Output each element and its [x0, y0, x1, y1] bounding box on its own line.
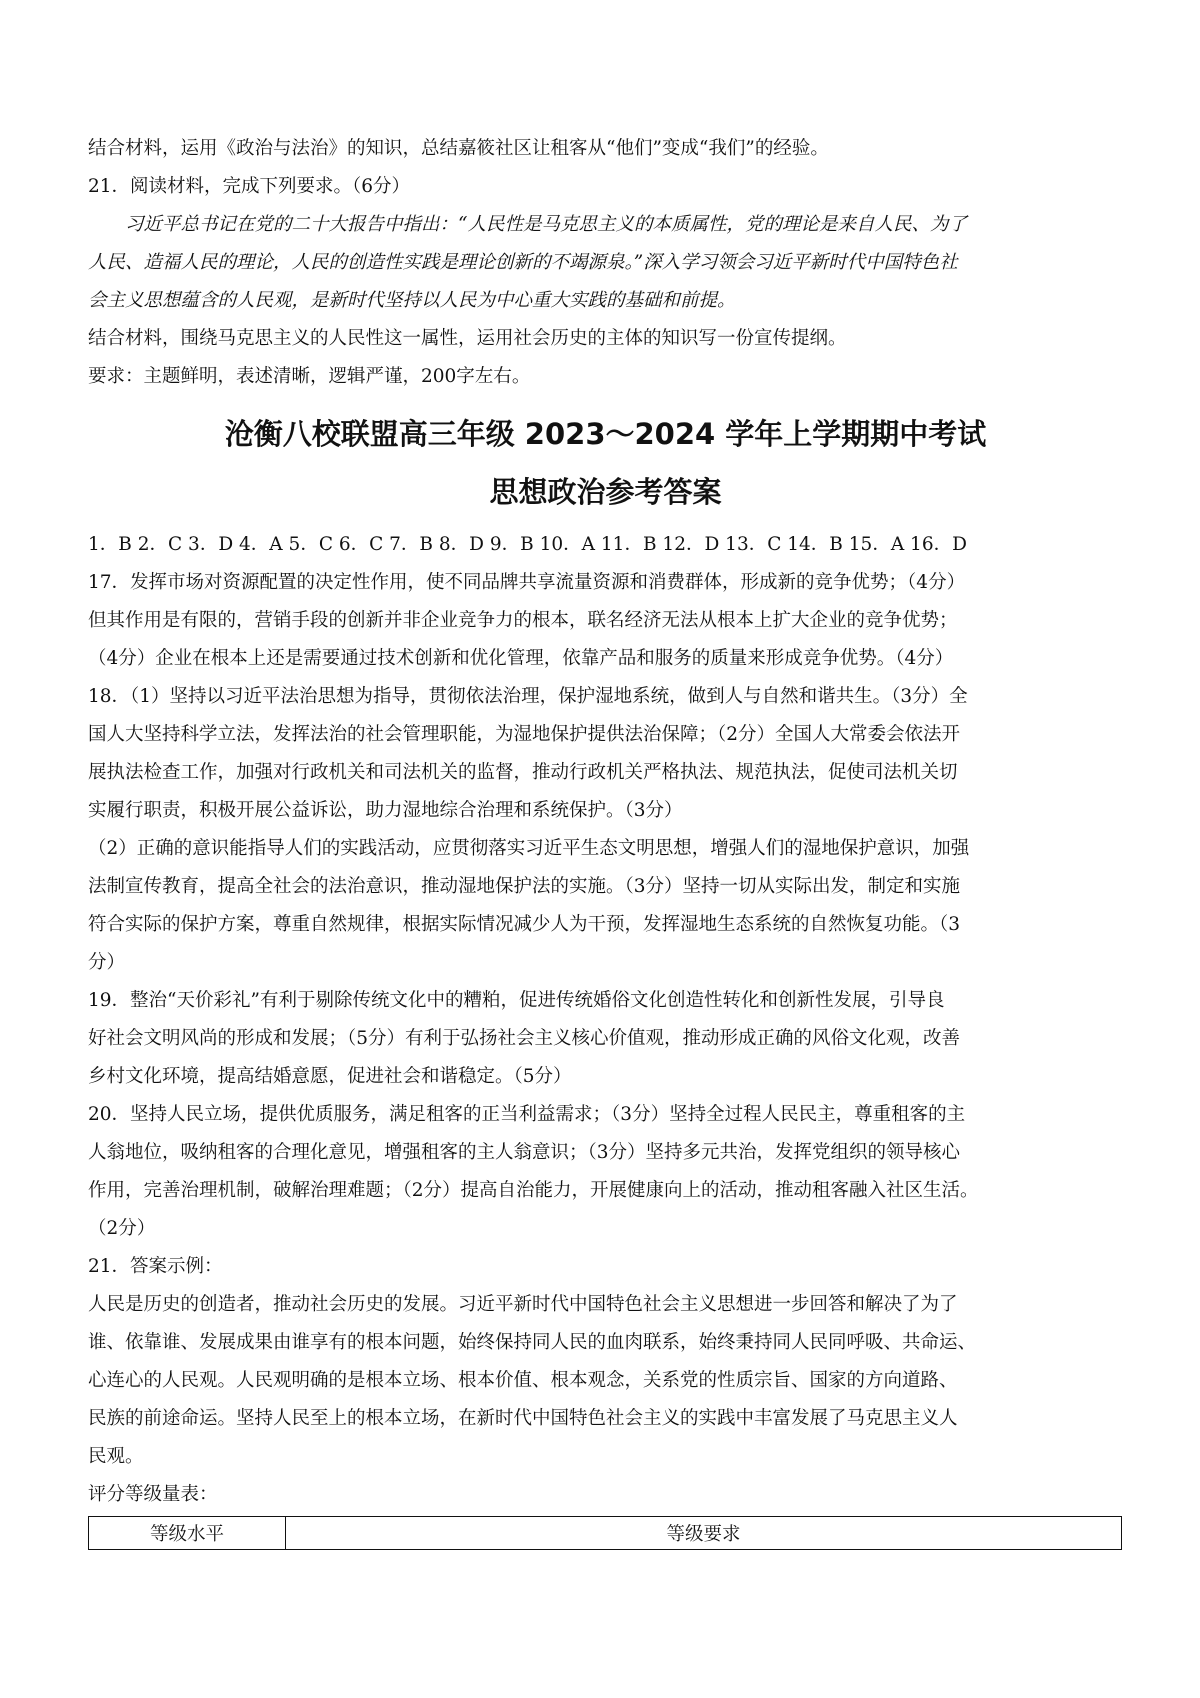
q17-line: 但其作用是有限的，营销手段的创新并非企业竞争力的根本，联名经济无法从根本上扩大企业的竞争优势； — [88, 610, 958, 631]
q21-task: 结合材料，围绕马克思主义的人民性这一属性，运用社会历史的主体的知识写一份宣传提纲。 — [88, 328, 847, 349]
scoring-scale-table — [88, 1516, 1122, 1550]
q21-material-line: 习近平总书记在党的二十大报告中指出：“人民性是马克思主义的本质属性，党的理论是来自人民、为了 — [125, 214, 967, 235]
q21-answer-line: 人民是历史的创造者，推动社会历史的发展。习近平新时代中国特色社会主义思想进一步回答和解决了为了 — [88, 1294, 958, 1315]
q19-line: 好社会文明风尚的形成和发展；（5分）有利于弘扬社会主义核心价值观，推动形成正确的风俗文化观，改善 — [88, 1028, 961, 1049]
q18-line: 分） — [88, 952, 126, 973]
q20-line: （2分） — [88, 1218, 156, 1239]
q21-answer-line: 民族的前途命运。坚持人民至上的根本立场，在新时代中国特色社会主义的实践中丰富发展了马克思主义人 — [88, 1408, 958, 1429]
table-header-cell: 等级要求 — [286, 1517, 1122, 1550]
q21-material-line: 会主义思想蕴含的人民观，是新时代坚持以人民为中心重大实践的基础和前提。 — [88, 290, 736, 311]
q19-line: 乡村文化环境，提高结婚意愿，促进社会和谐稳定。（5分） — [88, 1066, 572, 1087]
q18-line: 法制宣传教育，提高全社会的法治意识，推动湿地保护法的实施。（3分）坚持一切从实际出发，制定和实施 — [88, 876, 961, 897]
choice-answers: 1．B 2．C 3．D 4．A 5．C 6．C 7．B 8．D 9．B 10．A 11．B 12．D 13．C 14．B 15．A 16．D — [88, 534, 967, 555]
q21-answer-header: 21．答案示例： — [88, 1256, 223, 1277]
q17-line: 17．发挥市场对资源配置的决定性作用，使不同品牌共享流量资源和消费群体，形成新的竞争优势；（4分） — [88, 572, 966, 593]
q18-line: 实履行职责，积极开展公益诉讼，助力湿地综合治理和系统保护。（3分） — [88, 800, 683, 821]
q20-line: 作用，完善治理机制，破解治理难题；（2分）提高自治能力，开展健康向上的活动，推动租客融入社区生活。 — [88, 1180, 979, 1201]
answer-key-title: 思想政治参考答案 — [489, 475, 722, 509]
table-header-cell: 等级水平 — [89, 1517, 286, 1550]
q18-line: （2）正确的意识能指导人们的实践活动，应贯彻落实习近平生态文明思想，增强人们的湿地保护意识，加强 — [88, 838, 970, 859]
q18-line: 国人大坚持科学立法，发挥法治的社会管理职能，为湿地保护提供法治保障；（2分）全国人大常委会依法开 — [88, 724, 961, 745]
q18-line: 符合实际的保护方案，尊重自然规律，根据实际情况减少人为干预，发挥湿地生态系统的自然恢复功能。（3 — [88, 914, 961, 935]
q17-line: （4分）企业在根本上还是需要通过技术创新和优化管理，依靠产品和服务的质量来形成竞争优势。（4分） — [88, 648, 954, 669]
q21-requirement: 要求：主题鲜明，表述清晰，逻辑严谨，200字左右。 — [88, 366, 531, 387]
scale-label: 评分等级量表： — [88, 1484, 218, 1505]
q20-task: 结合材料，运用《政治与法治》的知识，总结嘉筱社区让租客从“他们”变成“我们”的经验。 — [88, 138, 829, 159]
table-header-row — [89, 1517, 1122, 1550]
q21-answer-line: 民观。 — [88, 1446, 144, 1467]
q21-answer-line: 心连心的人民观。人民观明确的是根本立场、根本价值、根本观念，关系党的性质宗旨、国家的方向道路、 — [88, 1370, 958, 1391]
q18-line: 18．（1）坚持以习近平法治思想为指导，贯彻依法治理，保护湿地系统，做到人与自然和谐共生。（3分）全 — [88, 686, 968, 707]
q19-line: 19．整治“天价彩礼”有利于剔除传统文化中的糟粕，促进传统婚俗文化创造性转化和创新性发展，引导良 — [88, 990, 945, 1011]
q21-answer-line: 谁、依靠谁、发展成果由谁享有的根本问题，始终保持同人民的血肉联系，始终秉持同人民同呼吸、共命运、 — [88, 1332, 977, 1353]
exam-title: 沧衡八校联盟高三年级 2023～2024 学年上学期期中考试 — [224, 417, 987, 451]
document-page — [88, 130, 1123, 1550]
q21-header: 21．阅读材料，完成下列要求。（6分） — [88, 176, 411, 197]
q21-material-line: 人民、造福人民的理论，人民的创造性实践是理论创新的不竭源泉。”深入学习领会习近平新时代中国特色社 — [88, 252, 958, 273]
q18-line: 展执法检查工作，加强对行政机关和司法机关的监督，推动行政机关严格执法、规范执法，促使司法机关切 — [88, 762, 958, 783]
q20-line: 20．坚持人民立场，提供优质服务，满足租客的正当利益需求；（3分）坚持全过程人民民主，尊重租客的主 — [88, 1104, 966, 1125]
q20-line: 人翁地位，吸纳租客的合理化意见，增强租客的主人翁意识；（3分）坚持多元共治，发挥党组织的领导核心 — [88, 1142, 961, 1163]
